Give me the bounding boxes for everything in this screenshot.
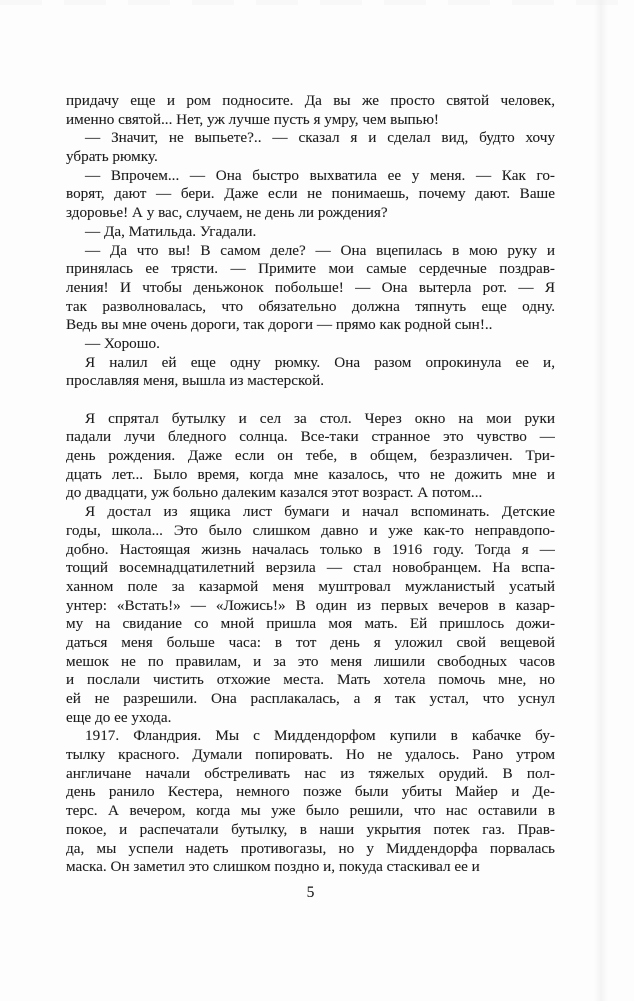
text-line: Я спрятал бутылку и сел за стол. Через окно на мои руки: [85, 409, 555, 427]
text-line: годы, школа... Это было слишком давно и уже как-то неправдопо-: [66, 521, 555, 539]
text-line: Я налил ей еще одну рюмку. Она разом опрокинула ее и,: [85, 353, 555, 371]
text-line: покое, и распечатали бутылку, в наши укрытия потек газ. Прав-: [66, 820, 555, 838]
text-line: мешок не по правилам, и за это меня лишили свободных часов: [66, 652, 555, 670]
text-line: 1917. Фландрия. Мы с Миддендорфом купили в кабачке бу-: [85, 727, 555, 745]
text-line: именно святой... Нет, уж лучше пусть я умру, чем выпью!: [66, 110, 439, 128]
text-line: принялась ее трясти. — Примите мои самые сердечные поздрав-: [66, 260, 555, 278]
page-number: 5: [306, 884, 315, 901]
text-line: тылку красного. Думали попировать. Но не удалось. Рано утром: [66, 746, 555, 764]
text-line: добно. Настоящая жизнь началась только в 1916 году. Тогда я —: [66, 540, 555, 558]
scan-artifact-top: [0, 0, 634, 5]
text-line: так разволновалась, что обязательно должна тяпнуть еще одну.: [66, 297, 555, 315]
text-line: Я достал из ящика лист бумаги и начал вспоминать. Детские: [85, 503, 555, 521]
text-line: му на свидание со мной пришла моя мать. Ей пришлось дожи-: [66, 615, 555, 633]
text-line: — Впрочем... — Она быстро выхватила ее у меня. — Как го-: [85, 166, 555, 184]
text-line: ханном поле за казармой меня муштровал мужланистый усатый: [66, 577, 555, 595]
text-line: — Значит, не выпьете?.. — сказал я и сделал вид, будто хочу: [85, 129, 555, 147]
text-line: день ранило Кестера, немного позже были убиты Майер и Де-: [66, 783, 555, 801]
text-line: здоровье! А у вас, случаем, не день ли рождения?: [66, 204, 388, 222]
text-line: — Хорошо.: [85, 334, 160, 352]
scan-artifact-right: [594, 0, 608, 1001]
text-line: ления! И чтобы деньжонок побольше! — Она вытерла рот. — Я: [66, 278, 555, 296]
text-line: Ведь вы мне очень дороги, так дороги — прямо как родной сын!..: [66, 316, 493, 334]
text-line: до двадцати, уж больно далеким казался этот возраст. А потом...: [66, 484, 483, 502]
text-line: — Да, Матильда. Угадали.: [85, 222, 257, 240]
text-line: день рождения. Даже если он тебе, в общем, безразличен. Три-: [66, 447, 555, 465]
text-block: [66, 92, 555, 877]
text-line: придачу еще и ром подносите. Да вы же просто святой человек,: [66, 92, 555, 109]
text-line: и послали чистить отхожие места. Мать хотела помочь мне, но: [66, 671, 555, 689]
text-line: еще до ее ухода.: [66, 708, 172, 726]
text-line: маска. Он заметил это слишком поздно и, покуда стаскивал ее и: [66, 858, 480, 876]
text-line: дцать лет... Было время, когда мне казалось, что не дожить мне и: [66, 465, 555, 483]
text-line: тощий восемнадцатилетний верзила — стал новобранцем. На вспа-: [66, 559, 555, 577]
text-line: даться меня больше часа: в тот день я уложил свой вещевой: [66, 633, 555, 651]
text-line: прославляя меня, вышла из мастерской.: [66, 372, 325, 390]
text-line: да, мы успели надеть противогазы, но у Миддендорфа порвалась: [66, 839, 555, 857]
text-line: — Да что вы! В самом деле? — Она вцепилась в мою руку и: [85, 241, 555, 259]
text-line: убрать рюмку.: [66, 148, 158, 166]
text-line: ворят, дают — бери. Даже если не понимаешь, почему дают. Ваше: [66, 185, 555, 203]
text-line: терс. А вечером, когда мы уже было решили, что нас оставили в: [66, 802, 555, 820]
text-line: ей не разрешили. Она расплакалась, а я так устал, что уснул: [66, 690, 555, 707]
text-line: англичане начали обстреливать нас из тяжелых орудий. В пол-: [66, 764, 555, 782]
text-line: падали лучи бледного солнца. Все-таки странное это чувство —: [66, 428, 555, 446]
text-line: унтер: «Встать!» — «Ложись!» В один из первых вечеров в казар-: [66, 596, 555, 614]
blank-line: [66, 391, 555, 410]
